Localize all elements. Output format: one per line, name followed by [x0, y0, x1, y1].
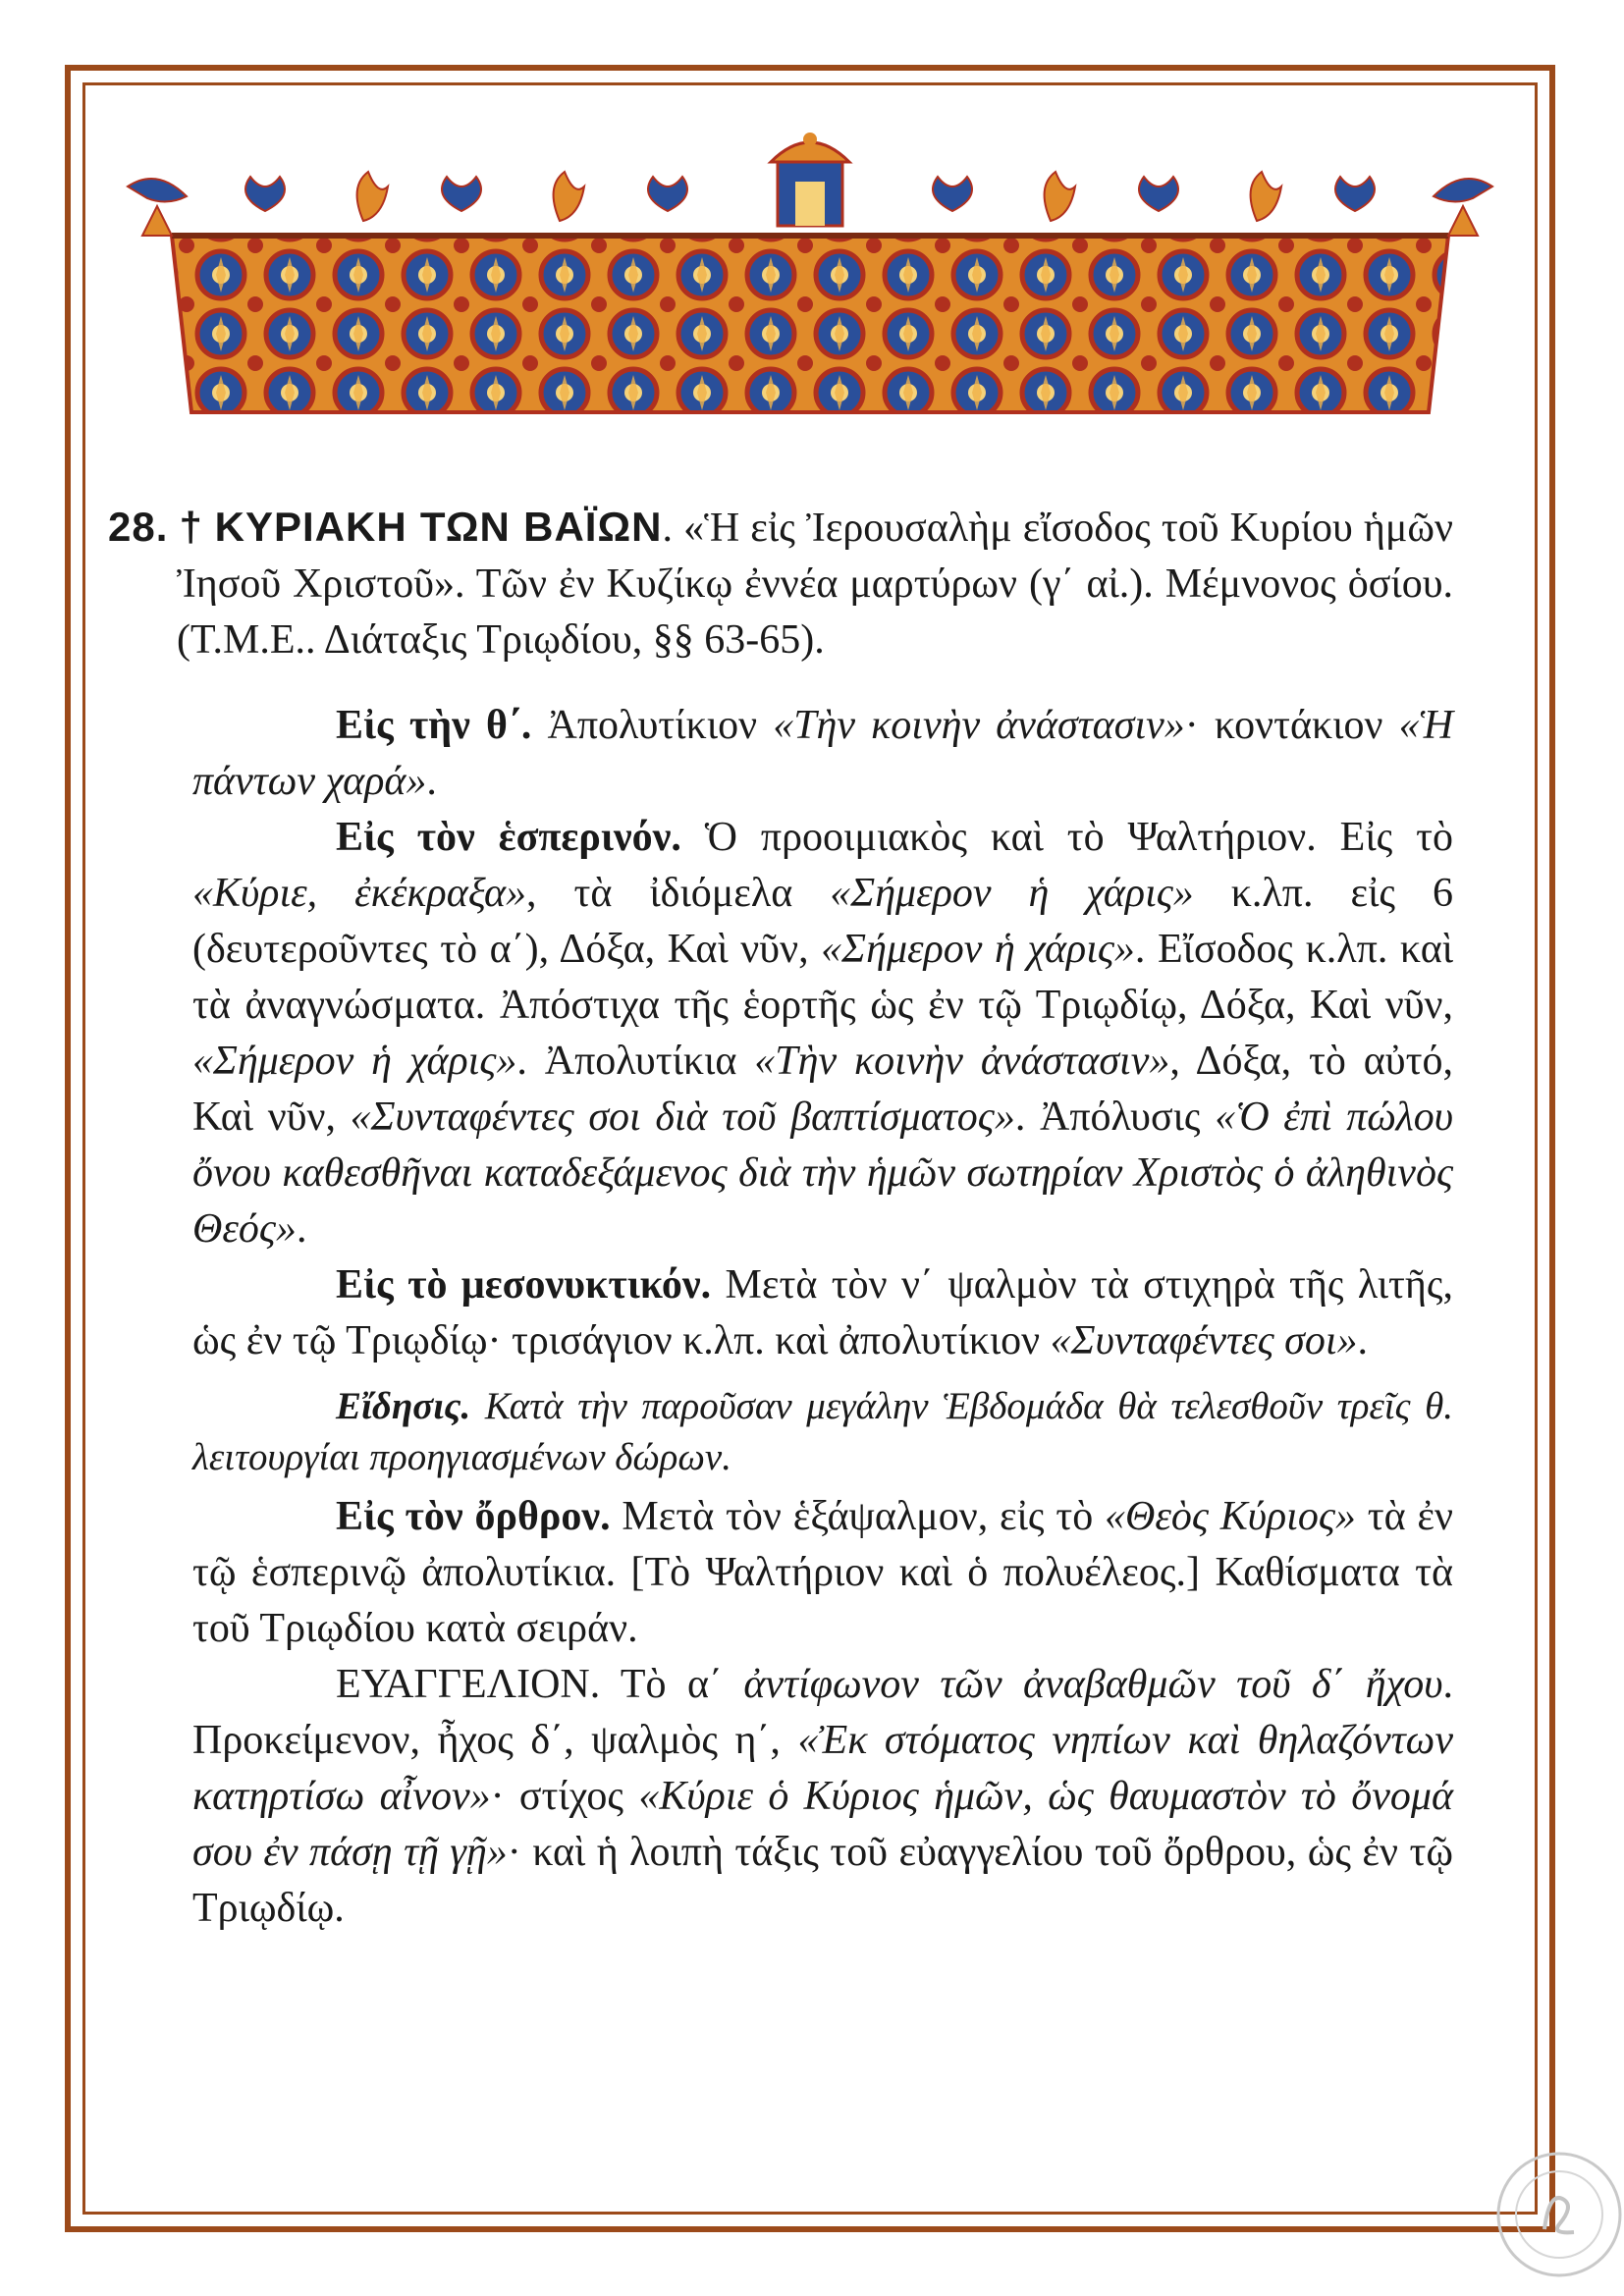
section-vespers: [108, 810, 1453, 1257]
text: . Εἴσοδος κ.λπ. καὶ τὰ ἀναγνώσματα. Ἀπόστιχα τῆς ἑορτῆς ὡς ἐν τῷ Τριῳδίῳ, Δόξα, Καὶ νῦν,: [192, 927, 1453, 1028]
section-gospel: [108, 1657, 1453, 1937]
hymn-incipit: «Τὴν κοινὴν ἀνάστασιν»: [773, 703, 1185, 748]
document-body: [108, 499, 1453, 1937]
notice-text: Κατὰ τὴν παροῦσαν μεγάλην Ἑβδομάδα θὰ τελεσθοῦν τρεῖς θ. λειτουργίαι προηγιασμένων δώρων.: [192, 1385, 1453, 1478]
text: .: [296, 1206, 307, 1252]
hymn-incipit: «Τὴν κοινὴν ἀνάστασιν»: [754, 1039, 1170, 1084]
hymn-incipit: «Σήμερον ἡ χάρις»: [192, 1039, 517, 1084]
hymn-incipit: «Ἡ πάντων χαρά»: [192, 703, 1453, 804]
hymn-incipit: «Συνταφέντες σοι διὰ τοῦ βαπτίσματος»: [350, 1095, 1015, 1140]
text: Ὁ προοιμιακὸς καὶ τὸ Ψαλτήριον. Εἰς τὸ: [680, 815, 1454, 860]
section-lead: Εἰς τὸν ὄρθρον.: [336, 1494, 611, 1539]
text: Τὸ α΄: [600, 1662, 744, 1707]
text: · καὶ ἡ λοιπὴ τάξις τοῦ εὐαγγελίου τοῦ ὄρθρου, ὡς ἐν τῷ Τριῳδίῳ.: [192, 1830, 1453, 1931]
text: .: [1357, 1318, 1369, 1363]
corner-flourish-right: [1434, 179, 1492, 236]
text: Μετὰ τὸν ἑξάψαλμον, εἰς τὸ: [610, 1494, 1106, 1539]
section-lead: ΕΥΑΓΓΕΛΙΟΝ.: [336, 1662, 601, 1707]
hymn-incipit: «Σήμερον ἡ χάρις»: [830, 871, 1194, 916]
section-midnight-office: [108, 1257, 1453, 1369]
prokeimenon-text: «Ἐκ στόματος νηπίων καὶ θηλαζόντων κατηρτίσω αἶνον»: [192, 1718, 1453, 1819]
text: , τὰ ἰδιόμελα: [526, 871, 831, 916]
notice-lead: Εἴδησις.: [336, 1385, 471, 1427]
text: Ἀπολυτίκιον: [531, 703, 774, 748]
hymn-incipit: «Συνταφέντες σοι»: [1050, 1318, 1358, 1363]
section-ninth-hour: [108, 698, 1453, 810]
dismissal-text: «Ὁ ἐπὶ πώλου ὄνου καθεσθῆναι καταδεξάμενος διὰ τὴν ἡμῶν σωτηρίαν Χριστὸς ὁ ἀληθινὸς Θεός»: [192, 1095, 1454, 1252]
text: .: [426, 759, 437, 804]
section-orthros: [108, 1489, 1453, 1657]
entry-heading-text: . «Ἡ εἰς Ἰερουσαλὴμ εἴσοδος τοῦ Κυρίου ἡμῶν Ἰησοῦ Χριστοῦ». Τῶν ἐν Κυζίκῳ ἐννέα μαρτύρων (γ΄ αἰ.). Μέμνονος ὁσίου. (Τ.Μ.Ε.. Διάταξις Τριῳδίου, §§ 63-65).: [177, 506, 1454, 663]
circular-seal-stamp: [1490, 2146, 1624, 2283]
text: . Ἀπόλυσις: [1014, 1095, 1216, 1140]
text: · στίχος: [490, 1774, 639, 1819]
text: · κοντάκιον: [1184, 703, 1399, 748]
corner-flourish-left: [128, 179, 187, 236]
text: , Δόξα, τὸ αὐτό, Καὶ νῦν,: [192, 1039, 1453, 1140]
hymn-incipit: «Θεὸς Κύριος»: [1105, 1494, 1356, 1539]
entry-title: ΚΥΡΙΑΚΗ ΤΩΝ ΒΑΪΩΝ: [214, 504, 663, 550]
antiphon-text: ἀντίφωνον τῶν ἀναβαθμῶν τοῦ δ΄ ἤχου: [743, 1662, 1443, 1707]
cross-symbol: †: [179, 504, 204, 550]
text: . Προκείμενον, ἦχος δ΄, ψαλμὸς η΄,: [192, 1662, 1454, 1763]
hymn-incipit: «Σήμερον ἡ χάρις»: [821, 927, 1135, 972]
section-lead: Εἰς τὸν ἑσπερινόν.: [336, 815, 681, 860]
text: . Ἀπολυτίκια: [516, 1039, 755, 1084]
section-lead: Εἰς τὴν θ΄.: [336, 703, 532, 748]
verse-text: «Κύριε ὁ Κύριος ἡμῶν, ὡς θαυμαστὸν τὸ ὄνομά σου ἐν πάσῃ τῇ γῇ»: [192, 1774, 1453, 1875]
hymn-incipit: «Κύριε, ἐκέκραξα»: [192, 871, 527, 916]
byzantine-headpiece-ornament: [118, 128, 1502, 422]
central-canopy: [771, 133, 849, 226]
entry-heading: [108, 499, 1453, 668]
text: κ.λπ. εἰς 6 (δευτεροῦντες τὸ α΄), Δόξα, Καὶ νῦν,: [192, 871, 1454, 972]
text: τὰ ἐν τῷ ἑσπερινῷ ἀπολυτίκια. [Τὸ Ψαλτήριον καὶ ὁ πολυέλεος.] Καθίσματα τὰ τοῦ Τριῳδίου κατὰ σειράν.: [192, 1494, 1453, 1651]
section-notice: [108, 1381, 1453, 1483]
entry-number: 28.: [108, 504, 169, 550]
text: Μετὰ τὸν ν΄ ψαλμὸν τὰ στιχηρὰ τῆς λιτῆς, ὡς ἐν τῷ Τριῳδίῳ· τρισάγιον κ.λπ. καὶ ἀπολυτίκιον: [192, 1262, 1453, 1363]
section-lead: Εἰς τὸ μεσονυκτικόν.: [336, 1262, 712, 1308]
